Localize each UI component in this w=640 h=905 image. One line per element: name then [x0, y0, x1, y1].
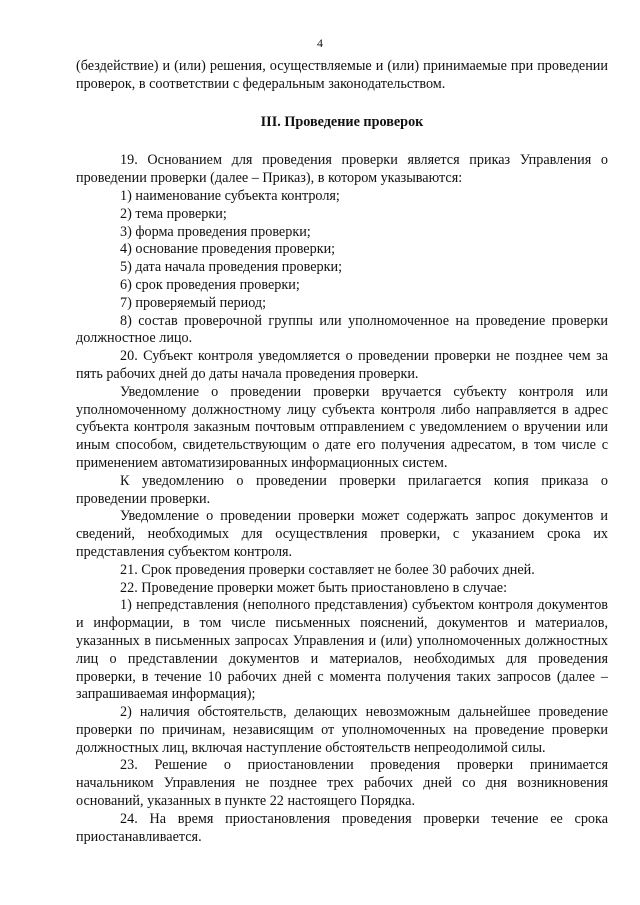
clause-20: 20. Субъект контроля уведомляется о проведении проверки не позднее чем за пять рабочих дней до даты начала проведения проверки. — [76, 348, 608, 382]
clause-24: 24. На время приостановления проведения проверки течение ее срока приостанавливается. — [76, 810, 608, 845]
clause-19-item-8: 8) состав проверочной группы или уполномоченное на проведение проверки должностное лицо. — [76, 312, 608, 347]
clause-20-notice: Уведомление о проведении проверки вручается субъекту контроля или уполномоченному должностному лицу субъекта контроля либо направляется в адрес субъекта контроля заказным почтовым отправлением с уведомлением о вручении или иным способом, свидетельствующим о дате его получения адресатом, в том числе с применением автоматизированных информационных систем. — [76, 383, 608, 471]
clause-19-item-1: 1) наименование субъекта контроля; — [120, 187, 340, 204]
clause-19-item-2: 2) тема проверки; — [120, 205, 227, 222]
clause-19-item-3: 3) форма проведения проверки; — [120, 223, 311, 240]
clause-19-item-4: 4) основание проведения проверки; — [120, 241, 336, 258]
intro-paragraph: (бездействие) и (или) решения, осуществляемые и (или) принимаемые при проведении проверок, в соответствии с федеральным законодательством. — [76, 58, 608, 92]
clause-20-request: Уведомление о проведении проверки может содержать запрос документов и сведений, необходимых для осуществления проверки, с указанием срока их представления субъектом контроля. — [76, 508, 608, 560]
clause-22: 22. Проведение проверки может быть приостановлено в случае: — [120, 579, 508, 596]
clause-22-item-1: 1) непредставления (неполного представления) субъектом контроля документов и информации, в том числе письменных пояснений, документов и материалов, указанных в письменных запросах Управления и (или) уполномоченных должностных лиц о представлении документов и материалов, необходимых для проведения проверки, в течение 10 рабочих дней с момента получения таких запросов (далее – запрашиваемая информация); — [76, 597, 608, 703]
clause-21: 21. Срок проведения проверки составляет не более 30 рабочих дней. — [120, 561, 535, 578]
section-title: III. Проведение проверок — [260, 113, 424, 130]
page-number: 4 — [317, 36, 323, 50]
clause-19: 19. Основанием для проведения проверки является приказ Управления о проведении проверки (далее – Приказ), в котором указываются: — [76, 152, 608, 187]
clause-19-item-5: 5) дата начала проведения проверки; — [120, 259, 343, 276]
clause-19-item-7: 7) проверяемый период; — [120, 294, 267, 311]
clause-20-copy: К уведомлению о проведении проверки прилагается копия приказа о проведении проверки. — [76, 472, 608, 507]
clause-19-item-6: 6) срок проведения проверки; — [120, 276, 300, 293]
clause-23: 23. Решение о приостановлении проведения проверки принимается начальником Управления не позднее трех рабочих дней со дня возникновения оснований, указанных в пункте 22 настоящего Порядка. — [76, 757, 608, 810]
clause-22-item-2: 2) наличия обстоятельств, делающих невозможным дальнейшее проведение проверки по причинам, независящим от уполномоченных на проведение проверки должностных лиц, включая наступление обстоятельств непреодолимой силы. — [76, 704, 608, 756]
